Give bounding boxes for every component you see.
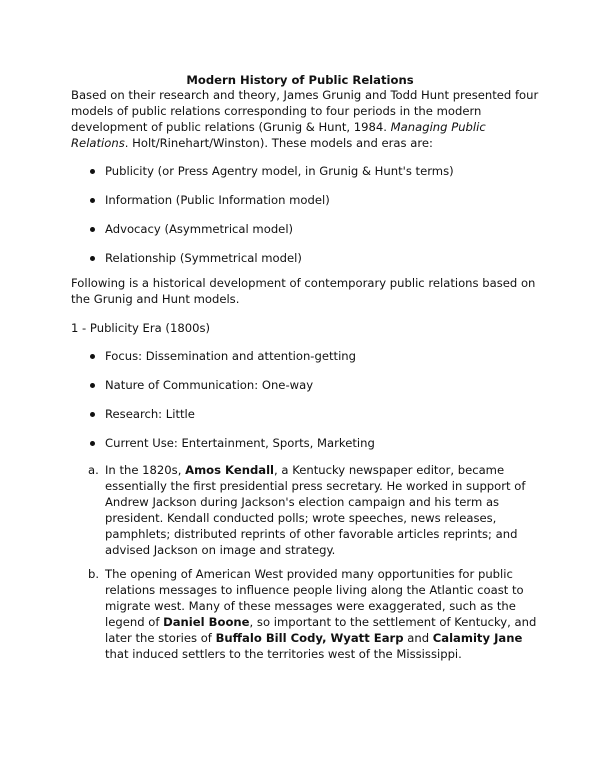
intro-text-2: . Holt/Rinehart/Winston). These models and eras are: (124, 136, 433, 150)
text-run: , a Kentucky newspaper editor, became essentially the first presidential press secretary. He worked in support of Andrew Jackson during Jackson's election campaign and his term as president. Kendall conducted polls; wrote speeches, news releases, pamphlets; distributed reprints of other favorable articles reprints; and advised Jackson on image and strategy. (105, 463, 526, 557)
list-item: Research: Little (88, 406, 548, 435)
text-run: , so important to the settlement of Kentucky, and later the stories of (105, 615, 537, 645)
person-name: Daniel Boone (163, 615, 250, 629)
page-title: Modern History of Public Relations (186, 73, 414, 87)
list-item: Nature of Communication: One-way (88, 377, 548, 406)
book-title: Managing Public Relations (71, 120, 486, 150)
text-run: In the 1820s, (105, 463, 186, 477)
list-item: Current Use: Entertainment, Sports, Marketing (88, 435, 548, 464)
models-list (88, 163, 548, 279)
list-item-b (88, 566, 538, 662)
intro-paragraph (71, 87, 541, 151)
text-run: and (403, 631, 433, 645)
list-item: Relationship (Symmetrical model) (88, 250, 548, 279)
history-list (88, 462, 538, 558)
list-item: Advocacy (Asymmetrical model) (88, 221, 548, 250)
text-run: The opening of American West provided many opportunities for public relations messages to influence people living along the Atlantic coast to migrate west. Many of these messages were exaggerated, such as the legend of (105, 567, 524, 629)
list-item-a (88, 462, 538, 558)
intro-text-1: Based on their research and theory, James Grunig and Todd Hunt presented four models of public relations corresponding to four periods in the modern development of public relations (Grunig & Hunt, 1984. (71, 88, 539, 134)
era-points-list (88, 348, 548, 464)
list-marker: b. (88, 567, 100, 581)
list-item: Information (Public Information model) (88, 192, 548, 221)
era-heading: 1 - Publicity Era (1800s) (71, 321, 211, 335)
person-name: Calamity Jane (432, 631, 523, 645)
text-run: that induced settlers to the territories west of the Mississippi. (105, 647, 462, 661)
person-name: Amos Kendall (185, 463, 275, 477)
person-name: Buffalo Bill Cody, Wyatt Earp (215, 631, 404, 645)
following-paragraph: Following is a historical development of contemporary public relations based on the Grunig and Hunt models. (71, 276, 536, 306)
list-item: Publicity (or Press Agentry model, in Grunig & Hunt's terms) (88, 163, 548, 192)
list-marker: a. (88, 463, 99, 477)
history-list-b (88, 566, 538, 662)
list-item: Focus: Dissemination and attention-getting (88, 348, 548, 377)
